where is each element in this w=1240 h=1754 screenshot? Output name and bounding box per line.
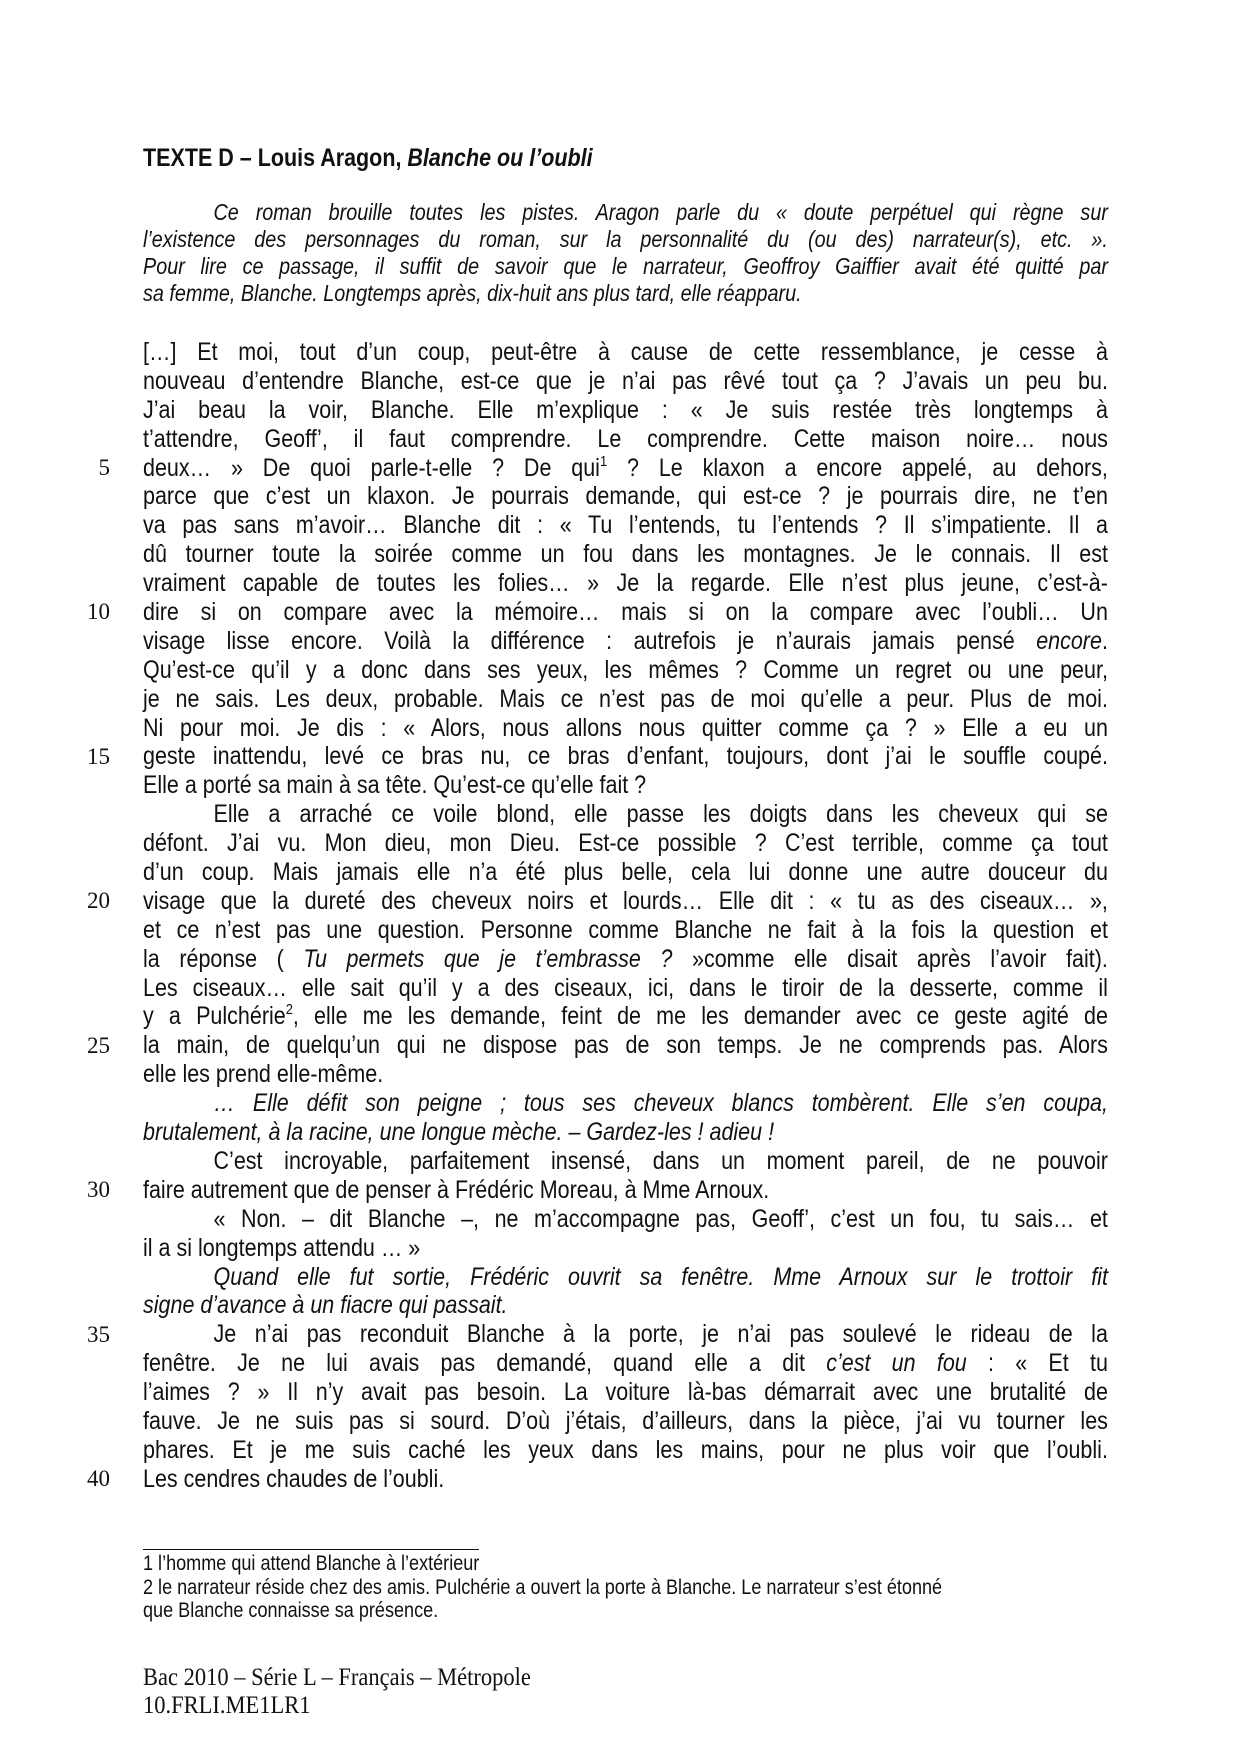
lines-line — [143, 829, 1108, 858]
lines-line — [143, 1320, 1108, 1349]
footnotes — [143, 1552, 1158, 1623]
lines-line — [143, 945, 1108, 974]
text-segment: brutalement, à la racine, une longue mèche. – Gardez-les ! adieu ! — [143, 1118, 775, 1147]
text-segment: , elle me les demande, feint de me les demander avec ce geste agité de — [292, 1002, 1108, 1031]
lines-line — [143, 1407, 1108, 1436]
line-number: 15 — [87, 743, 110, 769]
text-segment: faire autrement que de penser à Frédéric Moreau, à Mme Arnoux. — [143, 1175, 770, 1204]
text-segment: Qu’est-ce qu’il y a donc dans ses yeux, les mêmes ? Comme un regret ou une peur, — [143, 655, 1108, 684]
italic-text: Tu permets que je t’embrasse ? — [303, 944, 673, 973]
footnote-ref: 1 — [599, 452, 608, 470]
text-segment: Les ciseaux… elle sait qu’il y a des ciseaux, ici, dans le tiroir de la desserte, comme il — [143, 973, 1108, 1002]
text-segment: va pas sans m’avoir… Blanche dit : « Tu l’entends, tu l’entends ? Il s’impatiente. Il a — [143, 511, 1108, 540]
footer-exam: Bac 2010 – Série L – Français – Métropole — [143, 1664, 531, 1691]
text-segment: »comme elle disait après l’avoir fait). — [672, 944, 1108, 973]
text-segment: sa femme, Blanche. Longtemps après, dix-huit ans plus tard, elle réapparu. — [143, 280, 802, 306]
text-title — [143, 143, 1108, 173]
text-segment: nouveau d’entendre Blanche, est-ce que je n’ai pas rêvé tout ça ? J’avais un peu bu. — [143, 366, 1108, 395]
title-prefix: TEXTE D – Louis Aragon, — [143, 144, 408, 172]
text-segment: deux… » De quoi parle-t-elle ? De qui — [143, 453, 600, 482]
lines-line — [143, 1205, 1108, 1234]
intro-line — [143, 253, 1108, 280]
text-segment: signe d’avance à un fiacre qui passait. — [143, 1291, 508, 1320]
text-segment: t’attendre, Geoff’, il faut comprendre. Le comprendre. Cette maison noire… nous — [143, 424, 1108, 453]
text-segment: C’est incroyable, parfaitement insensé, dans un moment pareil, de ne pouvoir — [213, 1146, 1108, 1175]
footer-code: 10.FRLI.ME1LR1 — [143, 1692, 311, 1719]
lines-line — [143, 714, 1108, 743]
lines-line — [143, 1465, 1108, 1494]
text-segment: Je n’ai pas reconduit Blanche à la porte, je n’ai pas soulevé le rideau de la — [213, 1320, 1108, 1349]
text-segment: phares. Et je me suis caché les yeux dans les mains, pour ne plus voir que l’oubli. — [143, 1435, 1108, 1464]
text-segment: défont. J’ai vu. Mon dieu, mon Dieu. Est-ce possible ? C’est terrible, comme ça tout — [143, 829, 1108, 858]
intro-line — [143, 280, 1108, 307]
lines-line — [143, 1118, 1108, 1147]
italic-text: c’est un fou — [826, 1349, 967, 1378]
lines-line — [143, 338, 1108, 367]
line-number: 20 — [87, 888, 110, 914]
lines-line — [143, 1002, 1108, 1031]
lines-line — [143, 540, 1108, 569]
text-segment: vraiment capable de toutes les folies… » Je la regarde. Elle n’est plus jeune, c’est-à- — [143, 569, 1108, 598]
text-segment: […] Et moi, tout d’un coup, peut-être à cause de cette ressemblance, je cesse à — [143, 338, 1108, 366]
text-segment: et ce n’est pas une question. Personne comme Blanche ne fait à la fois la question et — [143, 915, 1108, 944]
lines-line — [143, 454, 1108, 483]
text-segment: y a Pulchérie — [143, 1002, 286, 1031]
line-number: 35 — [87, 1321, 110, 1347]
lines-line — [143, 1378, 1108, 1407]
lines-line — [143, 1060, 1108, 1089]
text-segment: dû tourner toute la soirée comme un fou dans les montagnes. Je le connais. Il est — [143, 540, 1108, 569]
text-segment: ? Le klaxon a encore appelé, au dehors, — [607, 453, 1108, 482]
line-number: 30 — [87, 1177, 110, 1203]
footnote-2: 2 le narrateur réside chez des amis. Pulchérie a ouvert la porte à Blanche. Le narrateur s’est étonné — [143, 1575, 943, 1599]
intro-line — [143, 226, 1108, 253]
lines-line — [143, 1147, 1108, 1176]
lines-line — [143, 974, 1108, 1003]
footnote-1: 1 l’homme qui attend Blanche à l’extérieur — [143, 1552, 480, 1575]
lines-line — [143, 1234, 1108, 1263]
lines-line — [143, 916, 1108, 945]
lines-line — [143, 1176, 1108, 1205]
lines-line — [143, 1089, 1108, 1118]
text-segment: l’aimes ? » Il n’y avait pas besoin. La voiture là-bas démarrait avec une brutalité de — [143, 1378, 1108, 1407]
text-segment: Ni pour moi. Je dis : « Alors, nous allons nous quitter comme ça ? » Elle a eu un — [143, 713, 1108, 742]
excerpt-body — [143, 338, 1108, 1494]
lines-line — [143, 771, 1108, 800]
lines-line — [143, 627, 1108, 656]
line-number: 5 — [98, 454, 110, 480]
lines-line — [143, 511, 1108, 540]
text-segment: geste inattendu, levé ce bras nu, ce bras d’enfant, toujours, dont j’ai le souffle coupé. — [143, 742, 1108, 771]
lines-line — [143, 482, 1108, 511]
page-footer — [143, 1664, 531, 1720]
lines-line — [143, 569, 1108, 598]
text-segment: : « Et tu — [966, 1349, 1108, 1378]
intro-paragraph — [143, 199, 1108, 307]
lines-line — [143, 425, 1108, 454]
lines-line — [143, 656, 1108, 685]
text-segment: l’existence des personnages du roman, sur la personnalité du (ou des) narrateur(s), etc. ». — [143, 226, 1108, 252]
text-segment: Elle a porté sa main à sa tête. Qu’est-ce qu’elle fait ? — [143, 771, 647, 800]
text-segment: parce que c’est un klaxon. Je pourrais demande, qui est-ce ? je pourrais dire, ne t’en — [143, 482, 1108, 511]
text-segment: Quand elle fut sortie, Frédéric ouvrit sa fenêtre. Mme Arnoux sur le trottoir fit — [213, 1262, 1108, 1291]
line-number: 10 — [87, 599, 110, 625]
lines-line — [143, 367, 1108, 396]
text-segment: Les cendres chaudes de l’oubli. — [143, 1464, 445, 1493]
line-number: 25 — [87, 1032, 110, 1058]
lines-line — [143, 396, 1108, 425]
lines-line — [143, 1031, 1108, 1060]
lines-line — [143, 598, 1108, 627]
footnote-2-cont: que Blanche connaisse sa présence. — [143, 1599, 439, 1622]
text-segment: elle les prend elle-même. — [143, 1060, 384, 1089]
text-segment: . — [1101, 626, 1108, 655]
lines-line — [143, 1291, 1108, 1320]
text-segment: fauve. Je ne suis pas si sourd. D’où j’étais, d’ailleurs, dans la pièce, j’ai vu tourner les — [143, 1406, 1108, 1435]
text-segment: la main, de quelqu’un qui ne dispose pas de son temps. Je ne comprends pas. Alors — [143, 1031, 1108, 1060]
text-segment: Pour lire ce passage, il suffit de savoir que le narrateur, Geoffroy Gaiffier avait été quitté par — [143, 253, 1108, 279]
text-segment: il a si longtemps attendu … » — [143, 1233, 421, 1262]
text-segment: Elle a arraché ce voile blond, elle passe les doigts dans les cheveux qui se — [213, 800, 1108, 829]
lines-line — [143, 887, 1108, 916]
footnote-ref: 2 — [285, 1001, 293, 1019]
lines-line — [143, 1436, 1108, 1465]
lines-line — [143, 800, 1108, 829]
text-segment: Ce roman brouille toutes les pistes. Aragon parle du « doute perpétuel qui règne sur — [213, 199, 1108, 225]
text-segment: d’un coup. Mais jamais elle n’a été plus belle, cela lui donne une autre douceur du — [143, 858, 1108, 887]
text-segment: dire si on compare avec la mémoire… mais si on la compare avec l’oubli… Un — [143, 598, 1108, 627]
text-segment: … Elle défit son peigne ; tous ses cheveux blancs tombèrent. Elle s’en coupa, — [213, 1089, 1108, 1118]
text-segment: la réponse ( — [143, 944, 304, 973]
lines-line — [143, 685, 1108, 714]
lines-line — [143, 1263, 1108, 1292]
text-segment: visage lisse encore. Voilà la différence : autrefois je n’aurais jamais pensé — [143, 626, 1037, 655]
text-segment: je ne sais. Les deux, probable. Mais ce n’est pas de moi qu’elle a peur. Plus de moi. — [143, 684, 1108, 713]
text-segment: « Non. – dit Blanche –, ne m’accompagne pas, Geoff’, c’est un fou, tu sais… et — [213, 1204, 1108, 1233]
text-segment: visage que la dureté des cheveux noirs et lourds… Elle dit : « tu as des ciseaux… », — [143, 886, 1108, 915]
line-number: 40 — [87, 1466, 110, 1492]
intro-line — [143, 199, 1108, 226]
lines-line — [143, 1349, 1108, 1378]
italic-text: encore — [1036, 626, 1102, 655]
text-segment: fenêtre. Je ne lui avais pas demandé, quand elle a dit — [143, 1349, 827, 1378]
lines-line — [143, 858, 1108, 887]
text-segment: J’ai beau la voir, Blanche. Elle m’explique : « Je suis restée très longtemps à — [143, 395, 1108, 424]
footnote-divider — [143, 1549, 479, 1550]
lines-line — [143, 742, 1108, 771]
title-work: Blanche ou l’oubli — [407, 144, 593, 172]
